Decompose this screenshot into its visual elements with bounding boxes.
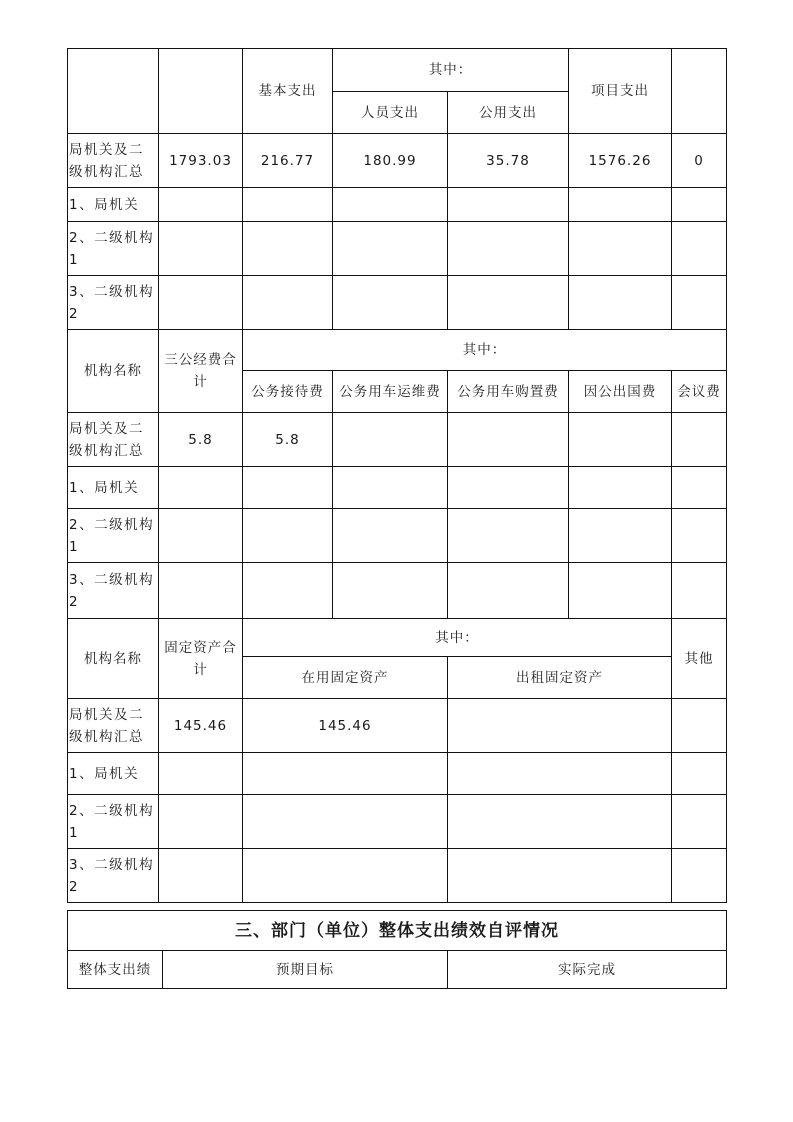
row-label: 1、局机关 <box>68 753 159 795</box>
table-row <box>68 413 727 467</box>
cell-meeting <box>672 413 727 467</box>
row-label: 局机关及二级机构汇总 <box>68 134 159 188</box>
cell-other <box>672 699 727 753</box>
cell-other <box>672 795 727 849</box>
header-rented-assets: 出租固定资产 <box>448 657 672 699</box>
cell-total <box>159 467 243 509</box>
cell-vehicle-purchase <box>448 509 569 563</box>
cell-in-use: 145.46 <box>243 699 448 753</box>
cell-vehicle-maintenance <box>333 413 448 467</box>
cell-abroad <box>569 509 672 563</box>
header-personnel-expense: 人员支出 <box>333 92 448 134</box>
header-org-name: 机构名称 <box>68 619 159 699</box>
header-among: 其中： <box>243 619 672 657</box>
header-project-expense: 项目支出 <box>569 49 672 134</box>
cell-project: 1576.26 <box>569 134 672 188</box>
row-label: 3、二级机构2 <box>68 849 159 903</box>
cell-project <box>569 222 672 276</box>
cell-public <box>448 188 569 222</box>
header-three-public-total: 三公经费合计 <box>159 330 243 413</box>
cell-in-use <box>243 849 448 903</box>
cell-total <box>159 188 243 222</box>
cell-actual-completion: 实际完成 <box>448 951 727 989</box>
cell-last <box>672 222 727 276</box>
cell-last: 0 <box>672 134 727 188</box>
header-fixed-assets-total: 固定资产合计 <box>159 619 243 699</box>
cell-last <box>672 188 727 222</box>
row-label: 2、二级机构1 <box>68 222 159 276</box>
row-label: 局机关及二级机构汇总 <box>68 413 159 467</box>
cell-reception <box>243 563 333 619</box>
cell-total <box>159 753 243 795</box>
header-among: 其中： <box>243 330 727 371</box>
cell-vehicle-maintenance <box>333 467 448 509</box>
table-row <box>68 134 727 188</box>
cell-in-use <box>243 795 448 849</box>
cell-overall-performance: 整体支出绩 <box>68 951 163 989</box>
header-abroad: 因公出国费 <box>569 371 672 413</box>
cell-project <box>569 188 672 222</box>
header-among: 其中： <box>333 49 569 92</box>
cell-meeting <box>672 563 727 619</box>
cell-total <box>159 795 243 849</box>
performance-table <box>67 910 727 989</box>
cell-total <box>159 849 243 903</box>
header-reception: 公务接待费 <box>243 371 333 413</box>
header-org-name: 机构名称 <box>68 330 159 413</box>
table-row <box>68 753 727 795</box>
cell-total: 145.46 <box>159 699 243 753</box>
header-blank-cell <box>68 49 159 134</box>
cell-abroad <box>569 467 672 509</box>
cell-project <box>569 276 672 330</box>
cell-total <box>159 563 243 619</box>
cell-other <box>672 753 727 795</box>
cell-personnel <box>333 276 448 330</box>
cell-basic: 216.77 <box>243 134 333 188</box>
cell-total: 1793.03 <box>159 134 243 188</box>
cell-total: 5.8 <box>159 413 243 467</box>
cell-total <box>159 509 243 563</box>
cell-public: 35.78 <box>448 134 569 188</box>
header-other: 其他 <box>672 619 727 699</box>
table-row <box>68 188 727 222</box>
cell-last <box>672 276 727 330</box>
cell-reception <box>243 509 333 563</box>
cell-rented <box>448 795 672 849</box>
row-label: 2、二级机构1 <box>68 509 159 563</box>
table-row <box>68 276 727 330</box>
row-label: 1、局机关 <box>68 467 159 509</box>
cell-meeting <box>672 509 727 563</box>
row-label: 3、二级机构2 <box>68 563 159 619</box>
header-public-expense: 公用支出 <box>448 92 569 134</box>
table-row <box>68 467 727 509</box>
cell-public <box>448 276 569 330</box>
budget-table <box>67 48 727 903</box>
cell-abroad <box>569 563 672 619</box>
table-row <box>68 795 727 849</box>
table-row <box>68 222 727 276</box>
cell-personnel <box>333 222 448 276</box>
cell-personnel: 180.99 <box>333 134 448 188</box>
row-label: 2、二级机构1 <box>68 795 159 849</box>
table-row <box>68 849 727 903</box>
cell-vehicle-purchase <box>448 413 569 467</box>
cell-basic <box>243 276 333 330</box>
cell-other <box>672 849 727 903</box>
cell-rented <box>448 699 672 753</box>
cell-vehicle-purchase <box>448 467 569 509</box>
cell-total <box>159 222 243 276</box>
section-title: 三、部门（单位）整体支出绩效自评情况 <box>68 911 727 951</box>
header-basic-expense: 基本支出 <box>243 49 333 134</box>
cell-basic <box>243 188 333 222</box>
header-in-use-assets: 在用固定资产 <box>243 657 448 699</box>
cell-basic <box>243 222 333 276</box>
cell-vehicle-maintenance <box>333 509 448 563</box>
cell-vehicle-maintenance <box>333 563 448 619</box>
cell-personnel <box>333 188 448 222</box>
table-row <box>68 699 727 753</box>
cell-reception: 5.8 <box>243 413 333 467</box>
header-blank-cell <box>672 49 727 134</box>
cell-abroad <box>569 413 672 467</box>
header-vehicle-purchase: 公务用车购置费 <box>448 371 569 413</box>
header-vehicle-maintenance: 公务用车运维费 <box>333 371 448 413</box>
cell-reception <box>243 467 333 509</box>
row-label: 1、局机关 <box>68 188 159 222</box>
row-label: 3、二级机构2 <box>68 276 159 330</box>
cell-vehicle-purchase <box>448 563 569 619</box>
cell-rented <box>448 849 672 903</box>
row-label: 局机关及二级机构汇总 <box>68 699 159 753</box>
table-row <box>68 563 727 619</box>
cell-in-use <box>243 753 448 795</box>
cell-public <box>448 222 569 276</box>
header-meeting: 会议费 <box>672 371 727 413</box>
header-blank-cell <box>159 49 243 134</box>
cell-rented <box>448 753 672 795</box>
cell-expected-target: 预期目标 <box>163 951 448 989</box>
cell-total <box>159 276 243 330</box>
cell-meeting <box>672 467 727 509</box>
table-row <box>68 509 727 563</box>
